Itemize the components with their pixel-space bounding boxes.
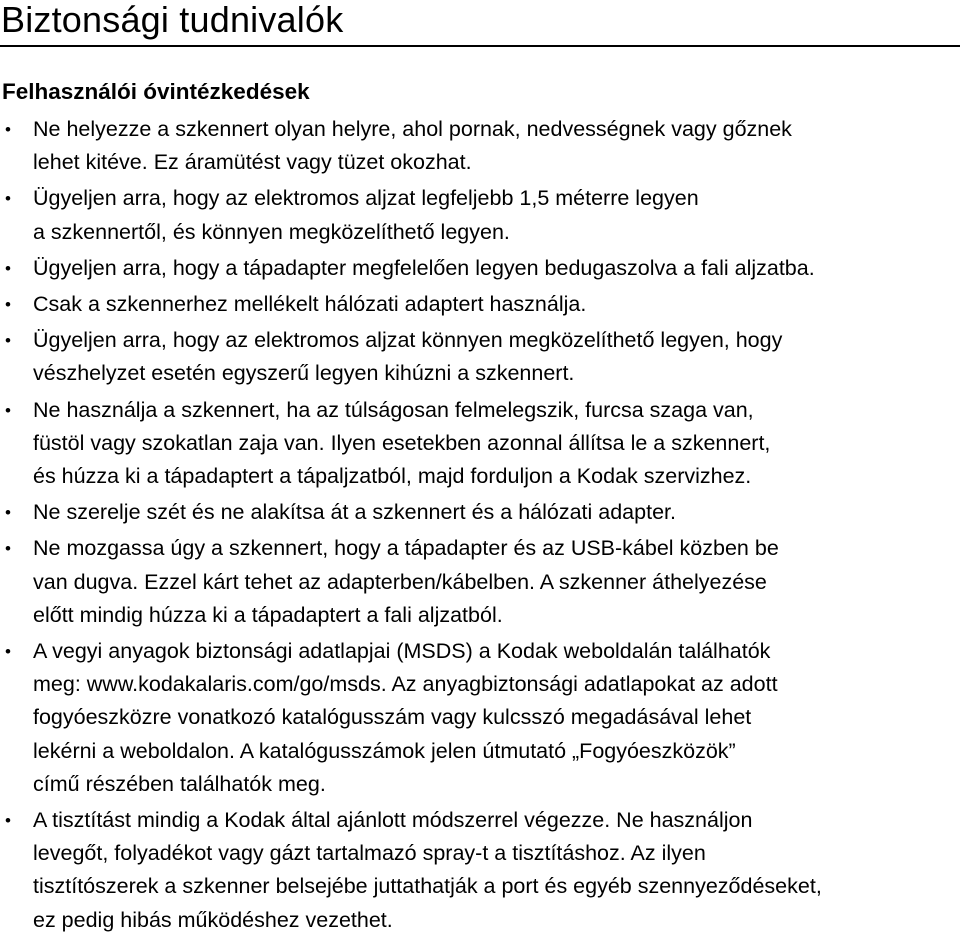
list-item-text: előtt mindig húzza ki a tápadaptert a fali aljzatból. bbox=[33, 602, 503, 627]
safety-bullet-list bbox=[0, 113, 960, 940]
list-item bbox=[0, 635, 960, 801]
bullet-icon: • bbox=[5, 331, 11, 351]
list-item bbox=[0, 252, 960, 285]
list-item-text: ez pedig hibás működéshez vezethet. bbox=[33, 907, 393, 932]
bullet-icon: • bbox=[5, 295, 11, 315]
list-item bbox=[0, 182, 960, 248]
list-item bbox=[0, 324, 960, 390]
list-item-text: van dugva. Ezzel kárt tehet az adapterben/kábelben. A szkenner áthelyezése bbox=[33, 569, 767, 594]
list-item-text: Csak a szkennerhez mellékelt hálózati adaptert használja. bbox=[33, 292, 587, 317]
bullet-icon: • bbox=[5, 811, 11, 831]
list-item bbox=[0, 496, 960, 529]
list-item-text: Ne helyezze a szkennert olyan helyre, ahol pornak, nedvességnek vagy gőznek bbox=[33, 117, 792, 141]
list-item-text: a szkennertől, és könnyen megközelíthető legyen. bbox=[33, 219, 510, 244]
list-item bbox=[0, 113, 960, 179]
bullet-icon: • bbox=[5, 503, 11, 523]
list-item-text: A tisztítást mindig a Kodak által ajánlott módszerrel végezze. Ne használjon bbox=[33, 808, 753, 833]
title-divider bbox=[0, 45, 960, 47]
list-item-text: Ne használja a szkennert, ha az túlságosan felmelegszik, furcsa szaga van, bbox=[33, 397, 754, 422]
list-item-text: A vegyi anyagok biztonsági adatlapjai (MSDS) a Kodak weboldalán találhatók bbox=[33, 639, 771, 664]
list-item-text: tisztítószerek a szkenner belsejébe juttathatják a port és egyéb szennyeződéseket, bbox=[33, 874, 822, 899]
list-item-text: és húzza ki a tápadaptert a tápaljzatból, majd forduljon a Kodak szervizhez. bbox=[33, 464, 752, 489]
bullet-icon: • bbox=[5, 258, 11, 278]
list-item bbox=[0, 532, 960, 632]
bullet-icon: • bbox=[5, 642, 11, 662]
bullet-icon: • bbox=[5, 189, 11, 209]
list-item bbox=[0, 804, 960, 937]
bullet-icon: • bbox=[5, 539, 11, 559]
list-item bbox=[0, 394, 960, 494]
list-item-text: Ügyeljen arra, hogy a tápadapter megfelelően legyen bedugaszolva a fali aljzatba. bbox=[33, 255, 815, 280]
list-item-text: Ügyeljen arra, hogy az elektromos aljzat könnyen megközelíthető legyen, hogy bbox=[33, 328, 783, 353]
bullet-icon: • bbox=[5, 400, 11, 420]
bullet-icon: • bbox=[5, 120, 11, 139]
list-item-text: vészhelyzet esetén egyszerű legyen kihúzni a szkennert. bbox=[33, 361, 575, 386]
list-item-text: című részében találhatók meg. bbox=[33, 771, 326, 796]
list-item-text: lekérni a weboldalon. A katalógusszámok jelen útmutató „Fogyóeszközök” bbox=[33, 738, 736, 763]
page-title: Biztonsági tudnivalók bbox=[1, 0, 344, 40]
list-item-text: Ügyeljen arra, hogy az elektromos aljzat legfeljebb 1,5 méterre legyen bbox=[33, 186, 699, 211]
list-item-text: meg: www.kodakalaris.com/go/msds. Az anyagbiztonsági adatlapokat az adott bbox=[33, 672, 778, 697]
list-item-text: füstöl vagy szokatlan zaja van. Ilyen esetekben azonnal állítsa le a szkennert, bbox=[33, 430, 771, 455]
list-item-text: Ne szerelje szét és ne alakítsa át a szkennert és a hálózati adapter. bbox=[33, 500, 676, 525]
list-item-text: levegőt, folyadékot vagy gázt tartalmazó spray-t a tisztításhoz. Az ilyen bbox=[33, 841, 706, 866]
list-item-text: fogyóeszközre vonatkozó katalógusszám vagy kulcsszó megadásával lehet bbox=[33, 705, 752, 730]
list-item bbox=[0, 288, 960, 321]
list-item-text: Ne mozgassa úgy a szkennert, hogy a tápadapter és az USB-kábel közben be bbox=[33, 536, 779, 561]
section-heading: Felhasználói óvintézkedések bbox=[2, 79, 310, 104]
list-item-text: lehet kitéve. Ez áramütést vagy tüzet okozhat. bbox=[33, 150, 472, 175]
